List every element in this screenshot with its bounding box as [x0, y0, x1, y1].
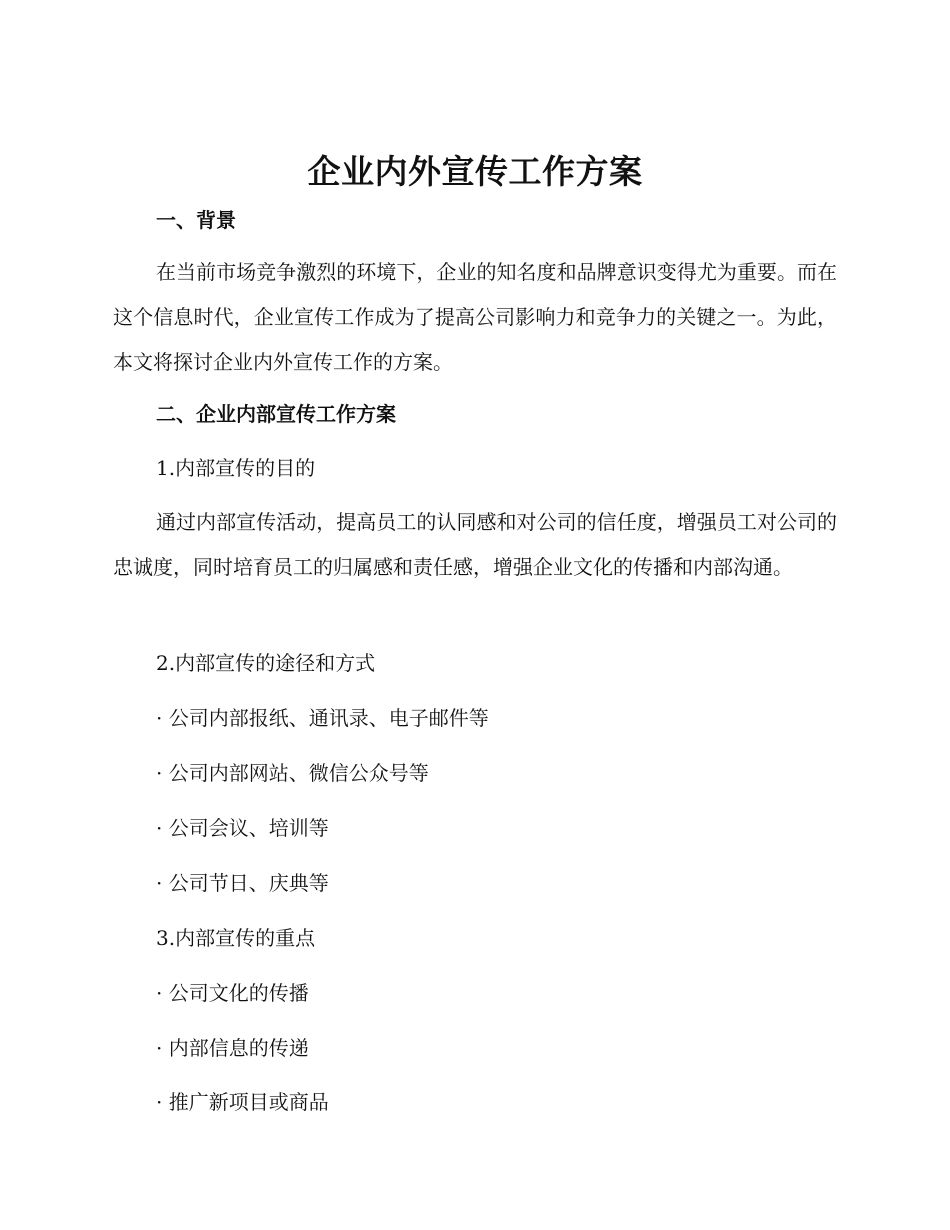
document-page — [113, 0, 837, 1230]
list-item: · 公司节日、庆典等 — [156, 871, 329, 895]
internal-purpose-paragraph: 通过内部宣传活动，提高员工的认同感和对公司的信任度，增强员工对公司的忠诚度，同时培育员工的归属感和责任感，增强企业文化的传播和内部沟通。 — [113, 510, 837, 579]
background-paragraph: 在当前市场竞争激烈的环境下，企业的知名度和品牌意识变得尤为重要。而在这个信息时代，企业宣传工作成为了提高公司影响力和竞争力的关键之一。为此，本文将探讨企业内外宣传工作的方案。 — [113, 260, 837, 374]
list-item: · 公司文化的传播 — [156, 981, 309, 1005]
list-item: · 推广新项目或商品 — [156, 1090, 329, 1114]
section-heading-background: 一、背景 — [156, 208, 236, 232]
section-heading-internal: 二、企业内部宣传工作方案 — [156, 402, 396, 426]
list-item: · 内部信息的传递 — [156, 1036, 309, 1060]
list-item: · 公司会议、培训等 — [156, 816, 329, 840]
subheading-internal-focus: 3.内部宣传的重点 — [156, 926, 316, 950]
list-item: · 公司内部网站、微信公众号等 — [156, 761, 429, 785]
document-title: 企业内外宣传工作方案 — [307, 152, 643, 191]
subheading-internal-purpose: 1.内部宣传的目的 — [156, 456, 316, 480]
list-item: · 公司内部报纸、通讯录、电子邮件等 — [156, 706, 489, 730]
subheading-internal-channels: 2.内部宣传的途径和方式 — [156, 651, 376, 675]
